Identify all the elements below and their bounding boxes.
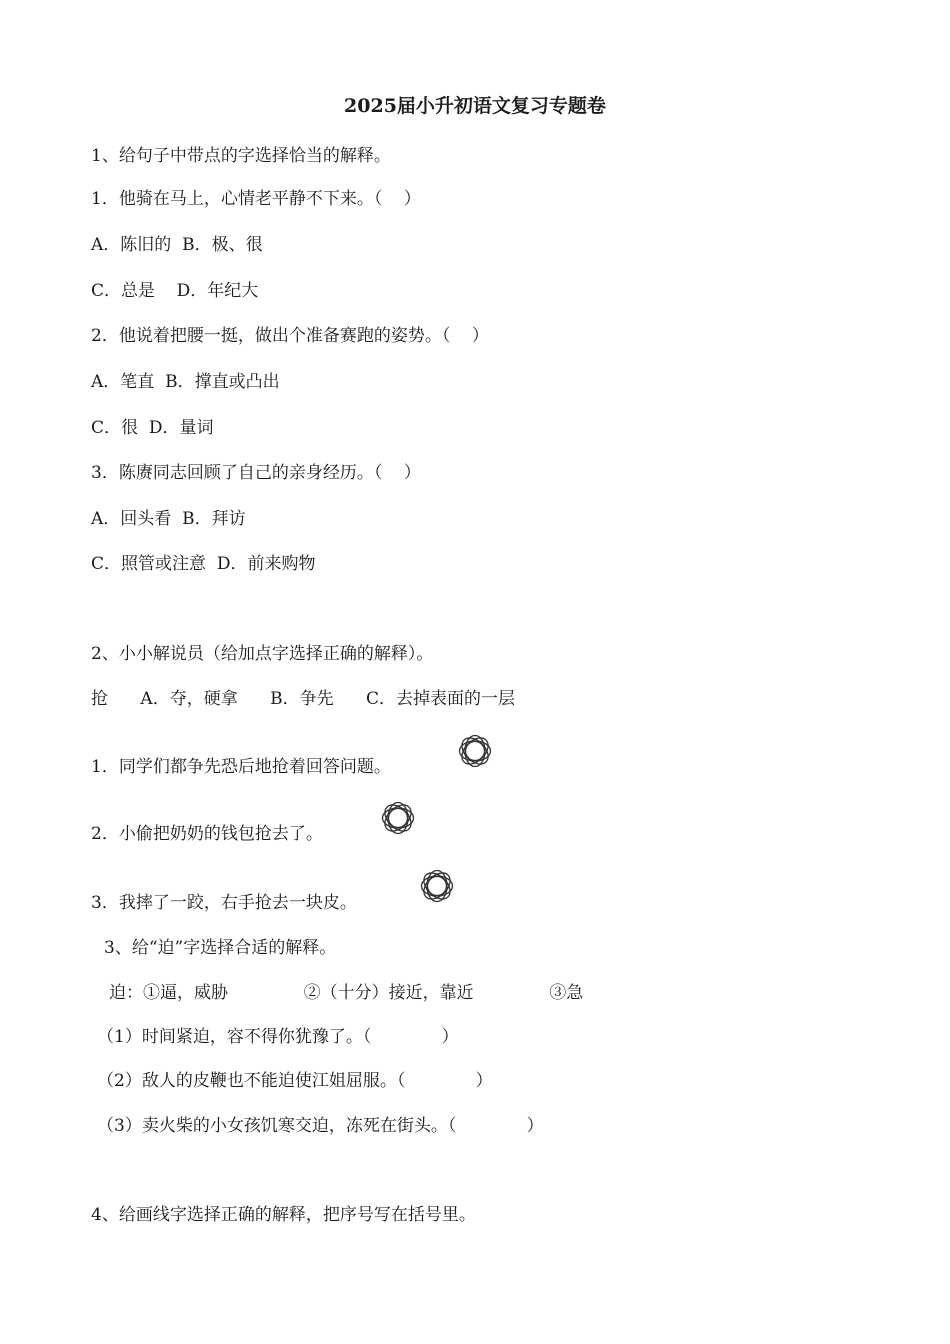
s1-question-1-options-ab: A．陈旧的 B．极、很 [91,235,263,255]
s2-question-1: 1．同学们都争先恐后地抢着回答问题。 [91,757,391,777]
page-title: 2025届小升初语文复习专题卷 [344,95,606,117]
flower-answer-icon[interactable] [417,866,457,906]
s3-question-2: （2）敌人的皮鞭也不能迫使江姐屈服。（ ） [97,1071,493,1091]
s1-question-3-options-cd: C．照管或注意 D．前来购物 [91,554,316,574]
s3-meanings: 迫：①逼，威胁 ②（十分）接近，靠近 ③急 [109,983,584,1003]
section-4-heading: 4、给画线字选择正确的解释，把序号写在括号里。 [91,1205,476,1225]
s1-question-1: 1．他骑在马上，心情老平静不下来。（ ） [91,189,421,209]
s3-question-1: （1）时间紧迫，容不得你犹豫了。（ ） [97,1027,459,1047]
s1-question-2-options-ab: A．笔直 B．撑直或凸出 [91,372,280,392]
s1-question-1-options-cd: C．总是 D．年纪大 [91,281,259,301]
s3-question-3: （3）卖火柴的小女孩饥寒交迫，冻死在街头。（ ） [97,1116,544,1136]
flower-answer-icon[interactable] [378,798,418,838]
s1-question-3: 3．陈赓同志回顾了自己的亲身经历。（ ） [91,463,421,483]
s2-question-3: 3．我摔了一跤，右手抢去一块皮。 [91,893,357,913]
s1-question-2: 2．他说着把腰一挺，做出个准备赛跑的姿势。（ ） [91,326,489,346]
flower-answer-icon[interactable] [455,731,495,771]
section-1-heading: 1、给句子中带点的字选择恰当的解释。 [91,146,391,166]
s2-question-2: 2．小偷把奶奶的钱包抢去了。 [91,824,323,844]
section-2-heading: 2、小小解说员（给加点字选择正确的解释）。 [91,644,434,664]
s2-options: 抢 A．夺，硬拿 B．争先 C．去掉表面的一层 [91,689,516,709]
s1-question-3-options-ab: A．回头看 B．拜访 [91,509,246,529]
s1-question-2-options-cd: C．很 D．量词 [91,418,214,438]
section-3-heading: 3、给“迫”字选择合适的解释。 [104,938,337,958]
